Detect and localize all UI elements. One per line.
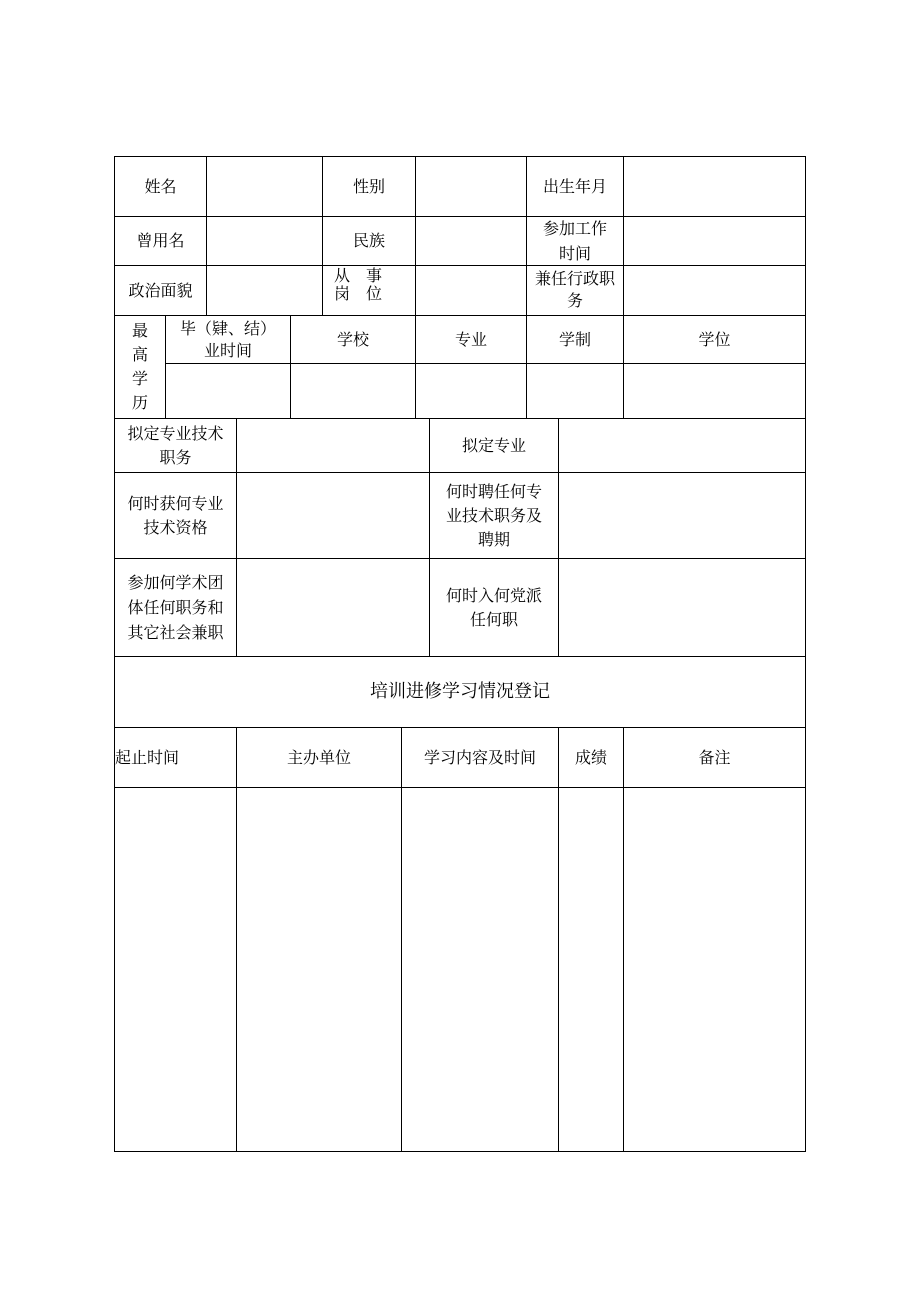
work-start-field[interactable] [624,217,805,265]
label-gender: 性别 [352,176,385,196]
degree-field[interactable] [624,364,805,418]
birth-date-field[interactable] [624,157,805,216]
training-col-period: 起止时间 [115,747,180,767]
political-status-field[interactable] [207,266,322,315]
training-period-area[interactable] [115,788,236,1151]
training-col-organizer: 主办单位 [286,747,351,767]
label-former-name: 曾用名 [136,231,185,250]
label-highest-education: 最 高 学 历 [131,321,148,412]
label-admin-post: 兼任行政职 务 [534,269,615,310]
label-post: 从 事 岗 位 [333,266,382,303]
qualification-time-field[interactable] [237,473,429,558]
proposed-major-field[interactable] [559,419,805,472]
graduation-time-field[interactable] [166,364,290,418]
label-proposed-title: 拟定专业技术 职务 [127,423,224,467]
label-school: 学校 [336,329,369,349]
training-section-title: 培训进修学习情况登记 [370,681,550,702]
label-proposed-major: 拟定专业 [461,435,526,455]
training-col-remarks: 备注 [698,747,731,767]
training-content-area[interactable] [402,788,558,1151]
proposed-title-field[interactable] [237,419,429,472]
label-name: 姓名 [144,176,177,196]
training-organizer-area[interactable] [237,788,401,1151]
label-academic-groups: 参加何学术团 体任何职务和 其它社会兼职 [127,573,224,642]
appointment-field[interactable] [559,473,805,558]
label-major: 专业 [454,329,487,349]
training-col-content: 学习内容及时间 [423,747,536,767]
training-remarks-area[interactable] [624,788,805,1151]
gender-field[interactable] [416,157,526,216]
party-field[interactable] [559,559,805,656]
training-score-area[interactable] [559,788,623,1151]
major-field[interactable] [416,364,526,418]
academic-groups-field[interactable] [237,559,429,656]
former-name-field[interactable] [207,217,322,265]
label-duration: 学制 [558,329,591,349]
school-field[interactable] [291,364,415,418]
label-political-status: 政治面貌 [128,280,193,300]
label-work-start: 参加工作 时间 [542,219,607,263]
label-birth-date: 出生年月 [542,176,607,196]
label-appointment: 何时聘任何专 业技术职务及 聘期 [445,481,542,549]
training-col-score: 成绩 [574,747,607,767]
ethnicity-field[interactable] [416,217,526,265]
name-field[interactable] [207,157,322,216]
label-party: 何时入何党派 任何职 [445,585,542,629]
label-graduation-time: 毕（肄、结） 业时间 [179,318,276,360]
admin-post-field[interactable] [624,266,805,315]
label-degree: 学位 [698,329,731,349]
post-field[interactable] [416,266,526,315]
label-ethnicity: 民族 [352,231,385,250]
label-qualification-time: 何时获何专业 技术资格 [127,493,224,537]
duration-field[interactable] [527,364,623,418]
